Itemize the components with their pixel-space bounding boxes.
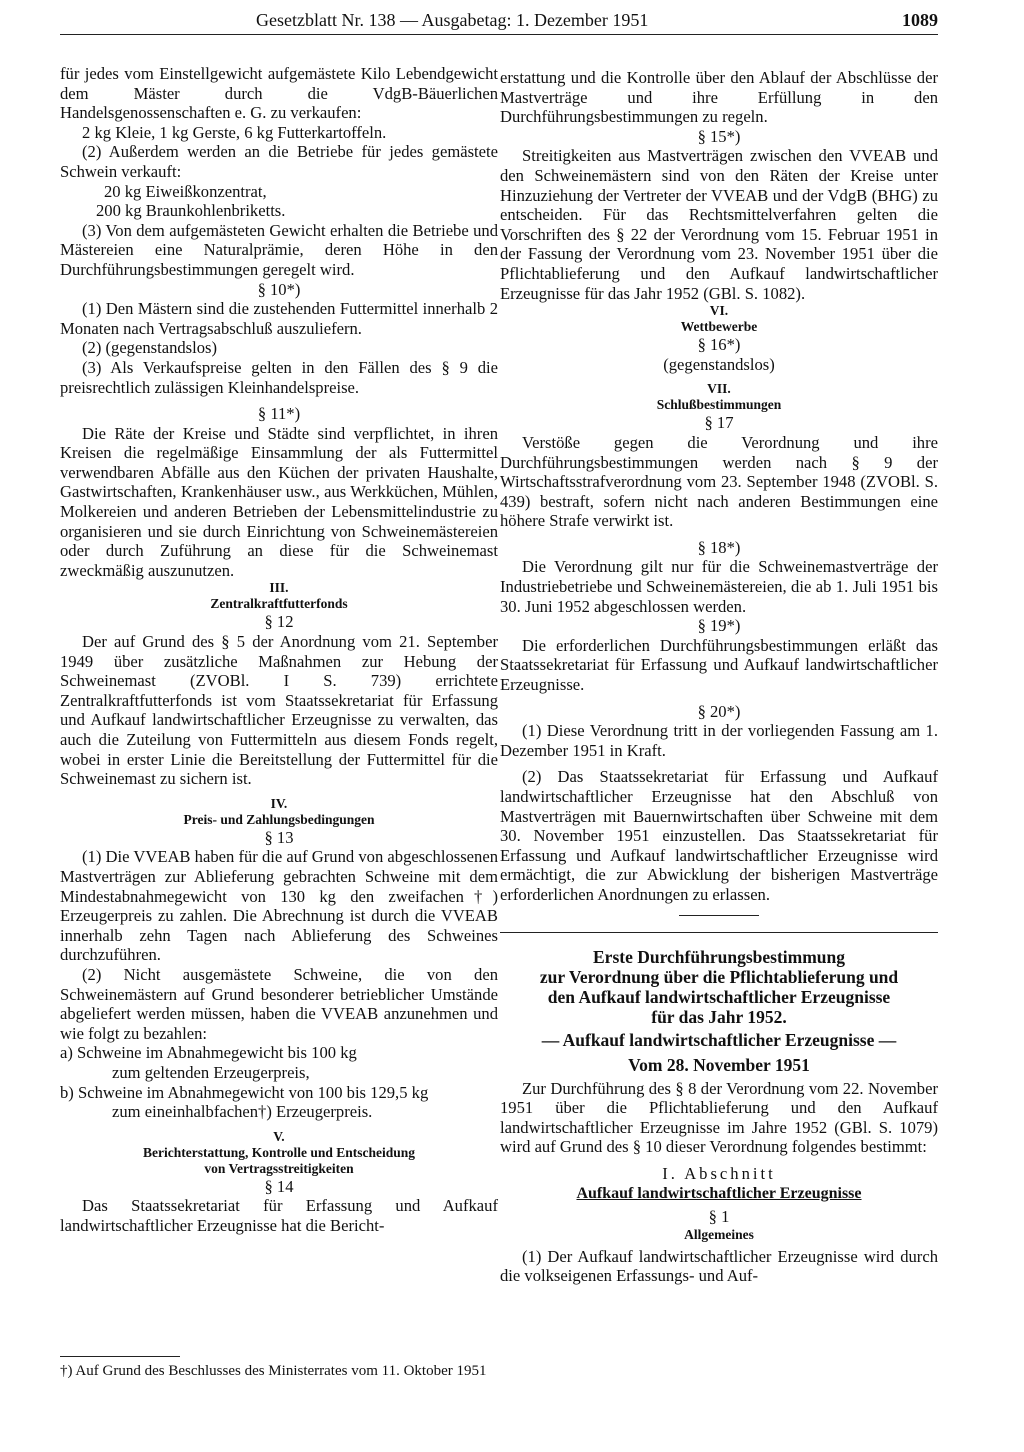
chapter-title: Zentralkraftfutterfonds [210, 596, 348, 612]
section-heading: § 20*) [697, 701, 741, 721]
paragraph: 2 kg Kleie, 1 kg Gerste, 6 kg Futterkartoffeln. [82, 122, 387, 142]
paragraph: Zur Durchführung des § 8 der Verordnung vom 22. November 1951 über die Pflichtablieferung und den Aufkauf landwirtschaftlicher Erzeugnisse im Jahre 1952 (GBl. S. 1079) wird auf Grund des § 10 dieser Verordnung folgendes bestimmt: [500, 1078, 938, 1157]
paragraph: Die Räte der Kreise und Städte sind verpflichtet, in ihren Kreisen die regelmäßige Einsammlung der als Futtermittel verwendbaren Abfälle aus den Küchen der privaten Haushalte, Gastwirtschaften, Krankenhäuser usw., aus Werkküchen, Mühlen, Molkereien und anderen Betrieben der Lebensmittelindustrie zu organisieren und sie durch Einrichtung von Schweinemästereien oder durch Zuführung an diese für die Schweinemast zweckmäßig auszunutzen. [60, 423, 498, 580]
paragraph: für jedes vom Einstellgewicht aufgemästete Kilo Lebendgewicht dem Mäster durch die VdgB-Bäuerlichen Handelsgenossenschaften e. G. zu verkaufen: [60, 64, 498, 123]
paragraph: (2) (gegenstandslos) [82, 338, 218, 358]
section-heading: I. Abschnitt [662, 1163, 776, 1183]
chapter-number: III. [269, 580, 289, 596]
chapter-title: Berichterstattung, Kontrolle und Entscheidung [142, 1144, 416, 1160]
section-heading: § 14 [264, 1176, 294, 1196]
chapter-title: von Vertragsstreitigkeiten [204, 1160, 354, 1176]
list-item: zum geltenden Erzeugerpreis, [112, 1062, 310, 1082]
paragraph: erstattung und die Kontrolle über den Ablauf der Abschlüsse der Mastverträge und ihre Erfüllung in den Durchführungsbestimmungen zu regeln. [500, 68, 938, 127]
separator-short [679, 915, 759, 916]
section-heading: § 10*) [257, 279, 301, 299]
separator-full [500, 932, 938, 933]
decree-date: Vom 28. November 1951 [628, 1054, 810, 1075]
chapter-title: Schlußbestimmungen [656, 397, 782, 413]
page-number: 1089 [902, 10, 938, 30]
section-subtitle: Allgemeines [684, 1226, 754, 1242]
paragraph: Streitigkeiten aus Mastverträgen zwischen den VVEAB und den Schweinemästern sind von den Räten der Kreise unter Hinzuziehung der Vertreter der VVEAB und der VdgB (BHG) zu entscheiden. Für das Rechtsmittelverfahren gelten die Vorschriften des § 22 der Verordnung vom 15. Februar 1951 in der Fassung der Verordnung vom 23. November 1951 über die Pflichtablieferung und den Aufkauf landwirtschaftlicher Erzeugnisse für das Jahr 1952 (GBl. S. 1082). [500, 146, 938, 303]
chapter-number: VI. [709, 303, 729, 319]
paragraph: Der auf Grund des § 5 der Anordnung vom 21. September 1949 über zusätzliche Maßnahmen zur Hebung der Schweinemast (ZVOBl. I S. 739) errichtete Zentralkraftfutterfonds ist vom Staatssekretariat für Erfassung und Aufkauf landwirtschaftlicher Erzeugnisse zu verwalten, das auch die Zuteilung von Futtermitteln aus diesem Fonds regelt, wobei in erster Linie die Bereitstellung der Futtermittel für die Schweinemast zu sichern ist. [60, 632, 498, 789]
decree-title-line: zur Verordnung über die Pflichtablieferung und [539, 966, 899, 987]
decree-title-line: für das Jahr 1952. [651, 1006, 787, 1027]
list-item: 20 kg Eiweißkonzentrat, [104, 181, 267, 201]
paragraph: Verstöße gegen die Verordnung und ihre Durchführungsbestimmungen werden nach § 9 der Wirtschaftsstrafverordnung vom 23. September 1948 (ZVOBl. S. 439) bestraft, sofern nicht nach anderen Bestimmungen eine höhere Strafe verwirkt ist. [500, 432, 938, 531]
page-header [60, 6, 938, 32]
paragraph: Die Verordnung gilt nur für die Schweinemastverträge der Industriebetriebe und Schweinemästereien, die ab 1. Juli 1951 bis 30. Juni 1952 abgeschlossen werden. [500, 557, 938, 616]
paragraph: Das Staatssekretariat für Erfassung und Aufkauf landwirtschaftlicher Erzeugnisse hat die Bericht- [60, 1196, 498, 1235]
chapter-number: VII. [707, 381, 731, 397]
chapter-number: V. [273, 1128, 285, 1144]
section-heading: § 11*) [257, 404, 301, 424]
section-title: Aufkauf landwirtschaftlicher Erzeugnisse [576, 1184, 862, 1202]
footnote-rule [60, 1356, 180, 1357]
footnote: †) Auf Grund des Beschlusses des Ministerrates vom 11. Oktober 1951 [60, 1363, 487, 1379]
paragraph: (2) Das Staatssekretariat für Erfassung und Aufkauf landwirtschaftlicher Erzeugnisse hat den Abschluß von Mastverträgen mit Bauernwirtschaften über Schweine mit dem 30. November 1951 einzustellen. Das Staatssekretariat für Erfassung und Aufkauf landwirtschaftlicher Erzeugnisse wird ermächtigt, die zur Abwicklung der bisherigen Mastverträge erforderlichen Anordnungen zu erlassen. [500, 767, 938, 904]
paragraph: Die erforderlichen Durchführungsbestimmungen erläßt das Staatssekretariat für Erfassung und Aufkauf landwirtschaftlicher Erzeugnisse. [500, 635, 938, 695]
decree-title-line: Erste Durchführungsbestimmung [593, 946, 845, 967]
section-heading: § 13 [264, 827, 294, 847]
section-heading: § 19*) [697, 616, 741, 636]
paragraph: (3) Als Verkaufspreise gelten in den Fällen des § 9 die preisrechtlich zulässigen Kleinhandelspreise. [60, 357, 498, 397]
decree-subtitle: — Aufkauf landwirtschaftlicher Erzeugnisse — [541, 1029, 897, 1050]
section-heading: § 12 [264, 612, 294, 632]
list-item: b) Schweine im Abnahmegewicht von 100 bis 129,5 kg [60, 1082, 429, 1102]
right-column [500, 68, 938, 1286]
paragraph: (2) Außerdem werden an die Betriebe für jedes gemästete Schwein verkauft: [60, 142, 498, 181]
paragraph: (2) Nicht ausgemästete Schweine, die von den Schweinemästern auf Grund besonderer betrieblicher Umstände abgeliefert werden müssen, haben die VVEAB anzunehmen und wie folgt zu bezahlen: [60, 964, 498, 1043]
paragraph: (1) Den Mästern sind die zustehenden Futtermittel innerhalb 2 Monaten nach Vertragsabschluß auszuliefern. [60, 299, 498, 338]
header-rule [60, 34, 938, 35]
section-heading: § 17 [704, 413, 734, 433]
decree-title-line: den Aufkauf landwirtschaftlicher Erzeugnisse [547, 986, 891, 1007]
section-heading: § 1 [708, 1207, 730, 1227]
paragraph: (1) Diese Verordnung tritt in der vorliegenden Fassung am 1. Dezember 1951 in Kraft. [500, 721, 938, 760]
list-item: zum eineinhalbfachen†) Erzeugerpreis. [112, 1102, 373, 1122]
left-column [60, 64, 498, 1235]
chapter-title: Preis- und Zahlungsbedingungen [183, 811, 375, 827]
section-heading: § 16*) [697, 335, 741, 355]
paragraph: (1) Die VVEAB haben für die auf Grund von abgeschlossenen Mastverträgen zur Ablieferung gebrachten Schweine mit dem Mindestabnahmegewicht von 130 kg den zweifachen†) Erzeugerpreis zu zahlen. Die Abrechnung ist durch die VVEAB innerhalb zehn Tagen nach Ablieferung des Schweines durchzuführen. [60, 847, 498, 965]
list-item: 200 kg Braunkohlenbriketts. [96, 201, 286, 221]
chapter-number: IV. [270, 795, 288, 811]
paragraph: (3) Von dem aufgemästeten Gewicht erhalten die Betriebe und Mästereien eine Naturalprämie, deren Höhe in den Durchführungsbestimmungen geregelt wird. [60, 220, 498, 279]
header-title: Gesetzblatt Nr. 138 — Ausgabetag: 1. Dezember 1951 [256, 10, 649, 30]
section-heading: § 15*) [697, 126, 741, 146]
list-item: a) Schweine im Abnahmegewicht bis 100 kg [60, 1043, 357, 1063]
chapter-title: Wettbewerbe [680, 319, 758, 335]
paragraph: (gegenstandslos) [663, 354, 775, 374]
paragraph: (1) Der Aufkauf landwirtschaftlicher Erzeugnisse wird durch die volkseigenen Erfassungs- und Auf- [500, 1246, 938, 1286]
section-heading: § 18*) [697, 537, 741, 557]
